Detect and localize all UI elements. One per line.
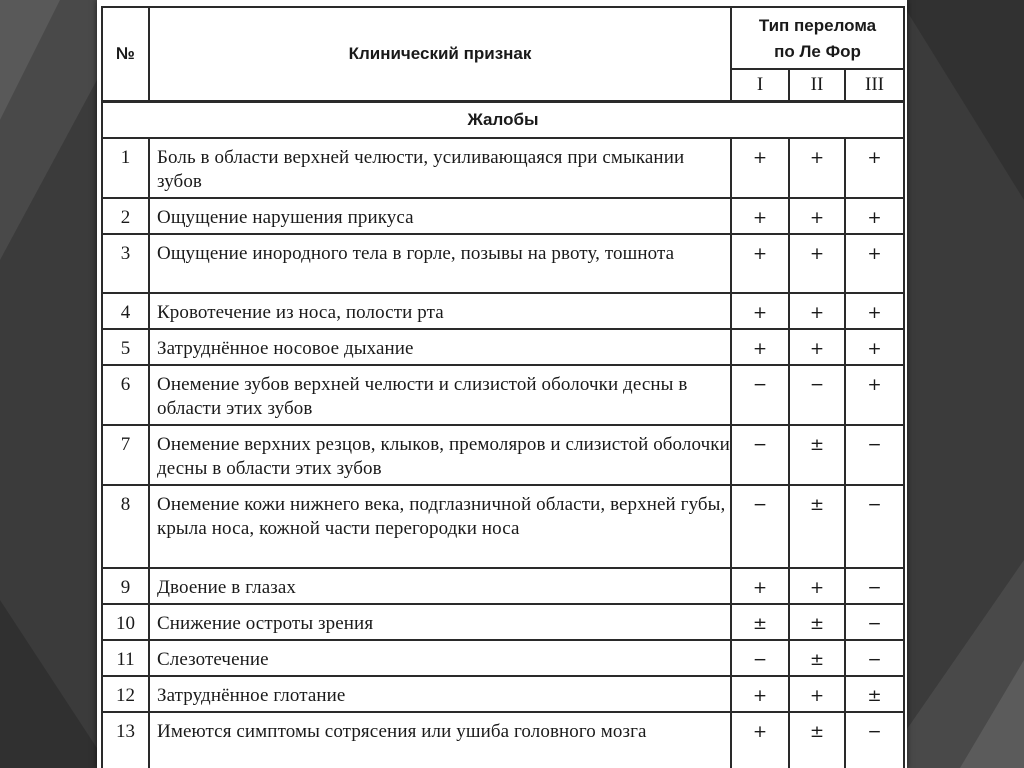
row-number: 7 bbox=[102, 425, 149, 485]
table-row bbox=[102, 329, 904, 365]
row-clinical-sign: Двоение в глазах bbox=[149, 568, 731, 604]
row-mark-type-3: − bbox=[845, 425, 904, 485]
table-row bbox=[102, 604, 904, 640]
row-number: 1 bbox=[102, 138, 149, 198]
row-clinical-sign: Ощущение инородного тела в горле, позывы на рвоту, тошнота bbox=[149, 234, 731, 293]
header-type-3: III bbox=[845, 69, 904, 102]
table-row bbox=[102, 293, 904, 329]
row-mark-type-1: − bbox=[731, 365, 789, 425]
row-mark-type-2: + bbox=[789, 138, 845, 198]
row-mark-type-1: − bbox=[731, 485, 789, 568]
header-fracture-type-line1: Тип перелома bbox=[758, 16, 877, 35]
row-number: 11 bbox=[102, 640, 149, 676]
row-number: 4 bbox=[102, 293, 149, 329]
row-mark-type-2: ± bbox=[789, 425, 845, 485]
header-type-2: II bbox=[789, 69, 845, 102]
header-clinical-sign: Клинический признак bbox=[149, 7, 731, 102]
row-mark-type-2: ± bbox=[789, 604, 845, 640]
table-row bbox=[102, 138, 904, 198]
row-mark-type-3: ± bbox=[845, 676, 904, 712]
section-title: Жалобы bbox=[102, 102, 904, 139]
row-mark-type-2: + bbox=[789, 676, 845, 712]
row-mark-type-1: + bbox=[731, 138, 789, 198]
row-mark-type-2: − bbox=[789, 365, 845, 425]
header-fracture-type bbox=[731, 7, 904, 69]
row-clinical-sign: Затруднённое глотание bbox=[149, 676, 731, 712]
header-row bbox=[102, 7, 904, 69]
row-clinical-sign: Слезотечение bbox=[149, 640, 731, 676]
row-mark-type-3: − bbox=[845, 568, 904, 604]
row-mark-type-3: + bbox=[845, 234, 904, 293]
row-mark-type-2: + bbox=[789, 198, 845, 234]
row-number: 10 bbox=[102, 604, 149, 640]
row-mark-type-1: − bbox=[731, 640, 789, 676]
row-mark-type-2: + bbox=[789, 293, 845, 329]
row-mark-type-3: + bbox=[845, 365, 904, 425]
header-fracture-type-line2: по Ле Фор bbox=[774, 42, 861, 61]
row-mark-type-3: + bbox=[845, 329, 904, 365]
row-clinical-sign: Онемение зубов верхней челюсти и слизистой оболочки десны в области этих зубов bbox=[149, 365, 731, 425]
row-mark-type-1: ± bbox=[731, 604, 789, 640]
row-mark-type-1: + bbox=[731, 329, 789, 365]
row-mark-type-2: ± bbox=[789, 640, 845, 676]
table-row bbox=[102, 640, 904, 676]
table-row bbox=[102, 234, 904, 293]
header-type-1: I bbox=[731, 69, 789, 102]
row-mark-type-2: + bbox=[789, 568, 845, 604]
row-mark-type-3: + bbox=[845, 198, 904, 234]
row-number: 13 bbox=[102, 712, 149, 768]
row-mark-type-2: ± bbox=[789, 485, 845, 568]
row-clinical-sign: Онемение кожи нижнего века, подглазничной области, верхней губы, крыла носа, кожной части перегородки носа bbox=[149, 485, 731, 568]
row-mark-type-3: − bbox=[845, 640, 904, 676]
table-row bbox=[102, 568, 904, 604]
section-row bbox=[102, 102, 904, 139]
row-mark-type-3: − bbox=[845, 604, 904, 640]
row-number: 9 bbox=[102, 568, 149, 604]
header-number: № bbox=[102, 7, 149, 102]
row-number: 12 bbox=[102, 676, 149, 712]
row-mark-type-1: + bbox=[731, 712, 789, 768]
row-mark-type-1: + bbox=[731, 198, 789, 234]
row-mark-type-1: + bbox=[731, 568, 789, 604]
table-row bbox=[102, 198, 904, 234]
table-row bbox=[102, 425, 904, 485]
row-clinical-sign: Кровотечение из носа, полости рта bbox=[149, 293, 731, 329]
row-clinical-sign: Затруднённое носовое дыхание bbox=[149, 329, 731, 365]
table-row bbox=[102, 712, 904, 768]
row-number: 8 bbox=[102, 485, 149, 568]
row-number: 2 bbox=[102, 198, 149, 234]
row-mark-type-3: − bbox=[845, 485, 904, 568]
row-number: 6 bbox=[102, 365, 149, 425]
row-mark-type-2: ± bbox=[789, 712, 845, 768]
row-mark-type-3: + bbox=[845, 293, 904, 329]
row-clinical-sign: Снижение остроты зрения bbox=[149, 604, 731, 640]
table-row bbox=[102, 676, 904, 712]
row-mark-type-2: + bbox=[789, 234, 845, 293]
row-mark-type-2: + bbox=[789, 329, 845, 365]
row-clinical-sign: Боль в области верхней челюсти, усиливающаяся при смыкании зубов bbox=[149, 138, 731, 198]
row-clinical-sign: Онемение верхних резцов, клыков, премоляров и слизистой оболочки десны в области этих зубов bbox=[149, 425, 731, 485]
row-clinical-sign: Имеются симптомы сотрясения или ушиба головного мозга bbox=[149, 712, 731, 768]
row-mark-type-3: − bbox=[845, 712, 904, 768]
document-page bbox=[97, 0, 907, 768]
row-mark-type-1: + bbox=[731, 676, 789, 712]
row-mark-type-1: + bbox=[731, 293, 789, 329]
row-number: 5 bbox=[102, 329, 149, 365]
row-mark-type-1: − bbox=[731, 425, 789, 485]
row-mark-type-3: + bbox=[845, 138, 904, 198]
table-row bbox=[102, 365, 904, 425]
le-fort-table bbox=[101, 6, 905, 768]
table-row bbox=[102, 485, 904, 568]
row-mark-type-1: + bbox=[731, 234, 789, 293]
row-number: 3 bbox=[102, 234, 149, 293]
row-clinical-sign: Ощущение нарушения прикуса bbox=[149, 198, 731, 234]
